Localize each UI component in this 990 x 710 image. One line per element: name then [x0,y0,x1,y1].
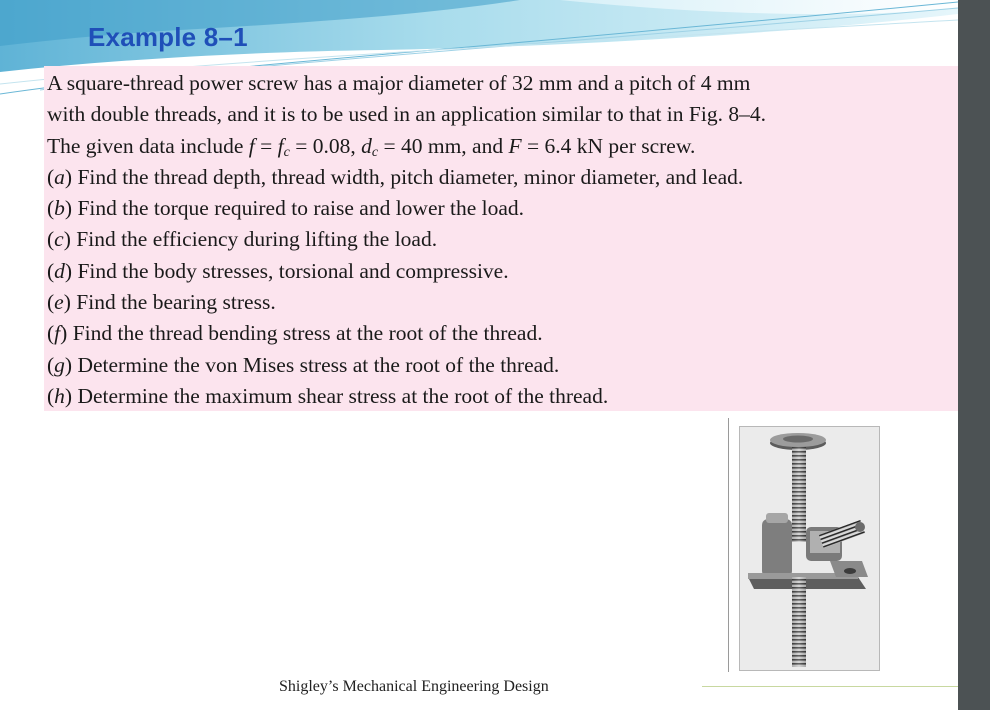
part-e: (e) Find the bearing stress. [47,290,276,315]
given-data-line: The given data include $f = f_c = 0.08$, $d_c = 40$ mm, and F = 6.4 kN per screw. [47,133,696,160]
screw-jack-photo [739,426,880,671]
part-f: (f) Find the thread bending stress at the root of the thread. [47,321,543,346]
figure-frame [728,418,881,672]
part-c: (c) Find the efficiency during lifting the load. [47,227,438,252]
problem-statement-box [44,66,958,411]
problem-line-1: A square-thread power screw has a major diameter of 32 mm and a pitch of 4 mm [47,71,751,95]
footer-credit: Shigley’s Mechanical Engineering Design [279,678,549,695]
part-d: (d) Find the body stresses, torsional and compressive. [47,258,509,283]
part-h: (h) Determine the maximum shear stress at the root of the thread. [47,383,609,408]
part-b: (b) Find the torque required to raise and lower the load. [47,196,525,221]
problem-line-2: with double threads, and it is to be used in an application similar to that in Fig. 8–4. [47,102,766,127]
slide-title: Example 8–1 [88,22,248,52]
screw-jack-illustration [740,427,879,670]
right-edge-bar [958,0,990,710]
footer-divider [702,686,958,687]
part-g: (g) Determine the von Mises stress at the root of the thread. [47,352,560,377]
part-a: (a) Find the thread depth, thread width, pitch diameter, minor diameter, and lead. [47,164,744,189]
